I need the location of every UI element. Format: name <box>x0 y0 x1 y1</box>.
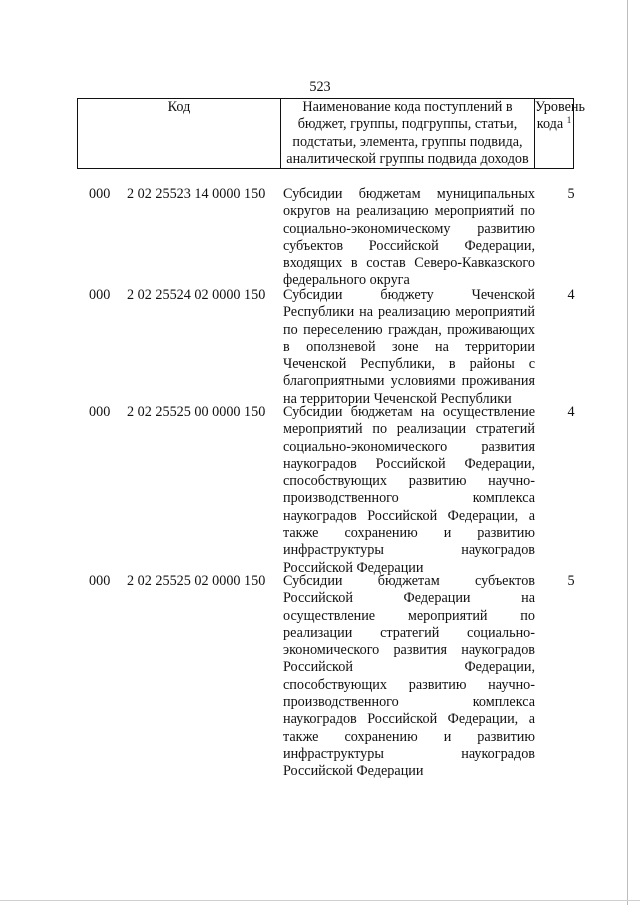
revenue-name-line: Российской Федерации, <box>283 659 535 676</box>
scan-edge-right <box>627 0 628 905</box>
revenue-name-line: производственного комплекса <box>283 490 535 507</box>
revenue-name-line: входящих в состав Северо-Кавказского <box>283 255 535 272</box>
revenue-name-line: осуществление мероприятий по <box>283 607 535 624</box>
revenue-name-line: социально-экономическому развитию <box>283 220 535 237</box>
revenue-name-line: в оползневой зоне на территории <box>283 338 535 355</box>
code-level: 5 <box>567 573 575 589</box>
revenue-code: 2 02 25523 14 0000 150 <box>127 186 266 202</box>
footnote-mark: 1 <box>566 115 572 126</box>
revenue-name-line: Чеченской Республики, в районы с <box>283 356 535 373</box>
revenue-name-line: по переселению граждан, проживающих <box>283 321 535 338</box>
revenue-name-line: округов на реализацию мероприятий по <box>283 203 535 220</box>
revenue-name-line: инфраструктуры наукоградов <box>283 745 535 762</box>
revenue-name-line: Российской Федерации <box>283 559 424 576</box>
code-level: 5 <box>567 186 575 202</box>
revenue-name-line: социально-экономического развития <box>283 438 535 455</box>
revenue-name <box>283 573 535 781</box>
table-header <box>77 98 585 169</box>
revenue-code: 2 02 25525 02 0000 150 <box>127 573 266 589</box>
revenue-name-line: Субсидии бюджетам субъектов <box>283 573 535 589</box>
revenue-name-line: реализации стратегий социально- <box>283 624 535 641</box>
revenue-name <box>283 404 535 577</box>
header-code-label: Код <box>167 99 191 115</box>
revenue-name-line: также сохранению и развитию <box>283 525 535 542</box>
header-level-kod: кода <box>536 116 564 133</box>
code-level: 4 <box>567 287 575 303</box>
header-name-line: Наименование кода поступлений в <box>302 99 513 115</box>
admin-code: 000 <box>89 573 111 589</box>
revenue-name-line: Российской Федерации на <box>283 590 535 607</box>
header-name-cell <box>281 99 535 169</box>
header-name-line: аналитической группы подвида доходов <box>286 150 529 167</box>
revenue-name-line: Республики на реализацию мероприятий <box>283 304 535 321</box>
revenue-name-line: наукоградов Российской Федерации, а <box>283 507 535 524</box>
revenue-name-line: Субсидии бюджетам муниципальных <box>283 186 535 202</box>
header-name-line: подстатьи, элемента, группы подвида, <box>292 133 523 150</box>
revenue-name-line: экономического развития наукоградов <box>283 642 535 659</box>
page-number: 523 <box>309 79 331 95</box>
header-code-cell <box>78 99 281 169</box>
revenue-code: 2 02 25524 02 0000 150 <box>127 287 266 303</box>
revenue-name-line: Субсидии бюджету Чеченской <box>283 287 535 303</box>
header-name-line: бюджет, группы, подгруппы, статьи, <box>297 116 518 133</box>
revenue-name-line: производственного комплекса <box>283 694 535 711</box>
revenue-name-line: инфраструктуры наукоградов <box>283 542 535 559</box>
revenue-name-line: способствующих развитию научно- <box>283 473 535 490</box>
header-level-line <box>535 116 573 133</box>
revenue-name-line: мероприятий по реализации стратегий <box>283 421 535 438</box>
revenue-code: 2 02 25525 00 0000 150 <box>127 404 266 420</box>
revenue-name-line: Субсидии бюджетам на осуществление <box>283 404 535 420</box>
revenue-name-line: на территории Чеченской Республики <box>283 390 512 407</box>
revenue-name-line: благоприятными условиями проживания <box>283 373 535 390</box>
admin-code: 000 <box>89 287 111 303</box>
revenue-name-line: субъектов Российской Федерации, <box>283 237 535 254</box>
admin-code: 000 <box>89 404 111 420</box>
revenue-name-line: способствующих развитию научно- <box>283 676 535 693</box>
header-level-cell <box>535 99 585 169</box>
revenue-name-line: также сохранению и развитию <box>283 728 535 745</box>
revenue-name-line: Российской Федерации <box>283 763 424 780</box>
revenue-name <box>283 186 535 290</box>
code-level: 4 <box>567 404 575 420</box>
revenue-name-line: наукоградов Российской Федерации, а <box>283 711 535 728</box>
scan-edge-bottom <box>0 900 640 901</box>
admin-code: 000 <box>89 186 111 202</box>
revenue-name-line: наукоградов Российской Федерации, <box>283 455 535 472</box>
header-level-line: Уровень <box>535 99 585 115</box>
revenue-name <box>283 287 535 408</box>
revenue-name-line: федерального округа <box>283 272 410 289</box>
